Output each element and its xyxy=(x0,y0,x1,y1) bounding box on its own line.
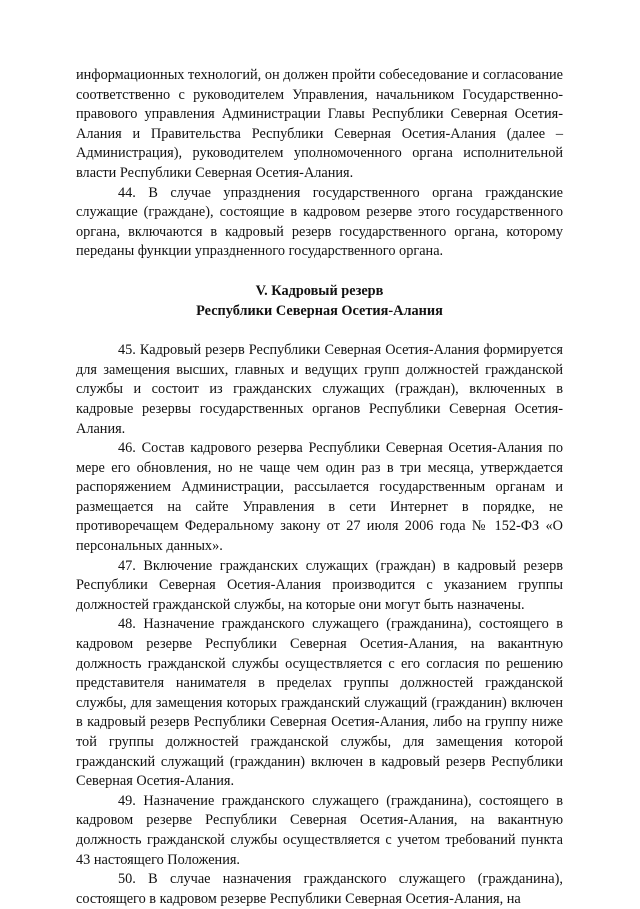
paragraph-48: 48. Назначение гражданского служащего (гражданина), состоящего в кадровом резерве Республики Северная Осетия-Алания, на вакантную должность гражданской службы осуществляется с его согласия по решению представителя нанимателя в пределах группы должностей гражданской службы, для замещения которых гражданский служащий (гражданин) включен в кадровый резерв Республики Северная Осетия-Алания, либо на группу ниже той группы должностей гражданской службы, для замещения которой гражданский служащий (гражданин) включен в кадровый резерв Республики Северная Осетия-Алания. xyxy=(76,616,563,790)
paragraph-44: 44. В случае упразднения государственного органа гражданские служащие (граждане), состоящие в кадровом резерве этого государственного органа, включаются в кадровый резерв государственного органа, которому переданы функции упраздненного государственного органа. xyxy=(76,184,563,260)
paragraph-continued: информационных технологий, он должен пройти собеседование и согласование соответственно с руководителем Управления, начальником Государственно-правового управления Администрации Главы Республики Северная Осетия-Алания и Правительства Республики Северная Осетия-Алания (далее – Администрация), руководителем уполномоченного органа исполнительной власти Республики Северная Осетия-Алания. xyxy=(76,67,563,181)
paragraph-50: 50. В случае назначения гражданского служащего (гражданина), состоящего в кадровом резерве Республики Северная Осетия-Алания, на xyxy=(76,871,563,907)
section-title-line1: V. Кадровый резерв xyxy=(255,282,384,299)
paragraph-45: 45. Кадровый резерв Республики Северная Осетия-Алания формируется для замещения высших, главных и ведущих групп должностей гражданской службы и состоит из гражданских служащих (граждан), включенных в кадровые резервы государственных органов Республики Северная Осетия-Алания. xyxy=(76,342,563,437)
section-title-line2: Республики Северная Осетия-Алания xyxy=(196,302,443,319)
paragraph-49: 49. Назначение гражданского служащего (гражданина), состоящего в кадровом резерве Республики Северная Осетия-Алания, на вакантную должность гражданской службы осуществляется с учетом требований пункта 43 настоящего Положения. xyxy=(76,792,563,868)
paragraph-47: 47. Включение гражданских служащих (граждан) в кадровый резерв Республики Северная Осетия-Алания производится с указанием группы должностей гражданской службы, на которые они могут быть назначены. xyxy=(76,557,563,613)
document-page xyxy=(76,66,563,909)
paragraph-46: 46. Состав кадрового резерва Республики Северная Осетия-Алания по мере его обновления, но не чаще чем один раз в три месяца, утверждается распоряжением Администрации, рассылается государственным органам и размещается на сайте Управления в сети Интернет в порядке, не противоречащем Федеральному закону от 27 июля 2006 года № 152-ФЗ «О персональных данных». xyxy=(76,440,563,555)
